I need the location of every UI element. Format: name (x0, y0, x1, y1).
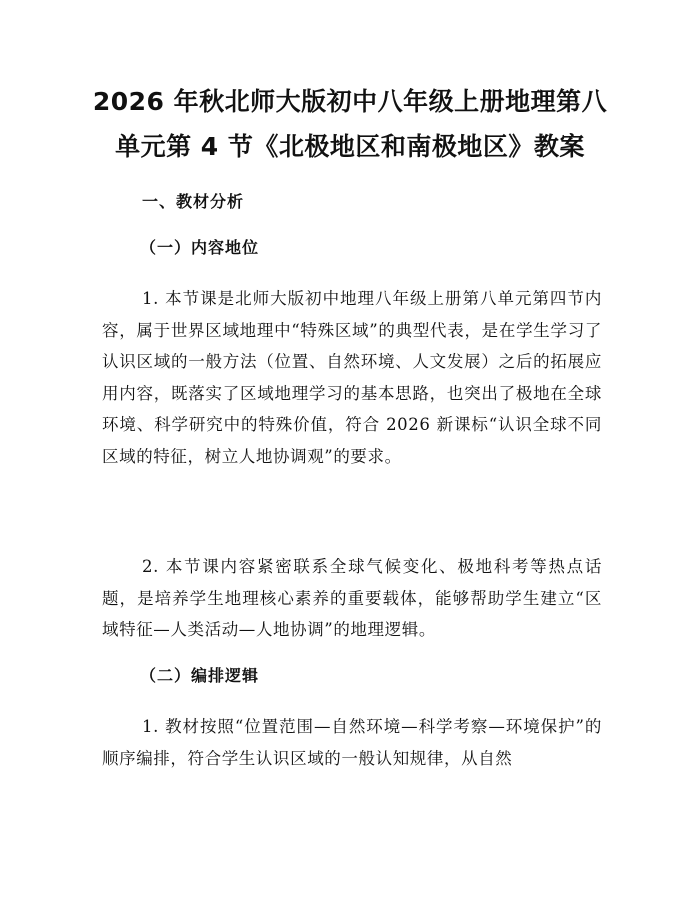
document-title-line-1: 2026 年秋北师大版初中八年级上册地理第八 (92, 87, 608, 116)
subsection-heading-1: （一）内容地位 (140, 238, 260, 257)
subsection-heading-2: （二）编排逻辑 (140, 666, 260, 685)
paragraph-2: 2. 本节课内容紧密联系全球气候变化、极地科考等热点话题，是培养学生地理核心素养的重要载体，能够帮助学生建立“区域特征—人类活动—人地协调”的地理逻辑。 (102, 557, 602, 639)
document-title-line-2: 单元第 4 节《北极地区和南极地区》教案 (115, 132, 585, 161)
paragraph-3: 1. 教材按照“位置范围—自然环境—科学考察—环境保护”的顺序编排，符合学生认识区域的一般认知规律，从自然 (102, 717, 602, 768)
section-heading: 一、教材分析 (142, 192, 245, 211)
paragraph-1: 1. 本节课是北师大版初中地理八年级上册第八单元第四节内容，属于世界区域地理中“特殊区域”的典型代表，是在学生学习了认识区域的一般方法（位置、自然环境、人文发展）之后的拓展应用内容，既落实了区域地理学习的基本思路，也突出了极地在全球环境、科学研究中的特殊价值，符合 2026 新课标“认识全球不同区域的特征，树立人地协调观”的要求。 (102, 289, 602, 466)
